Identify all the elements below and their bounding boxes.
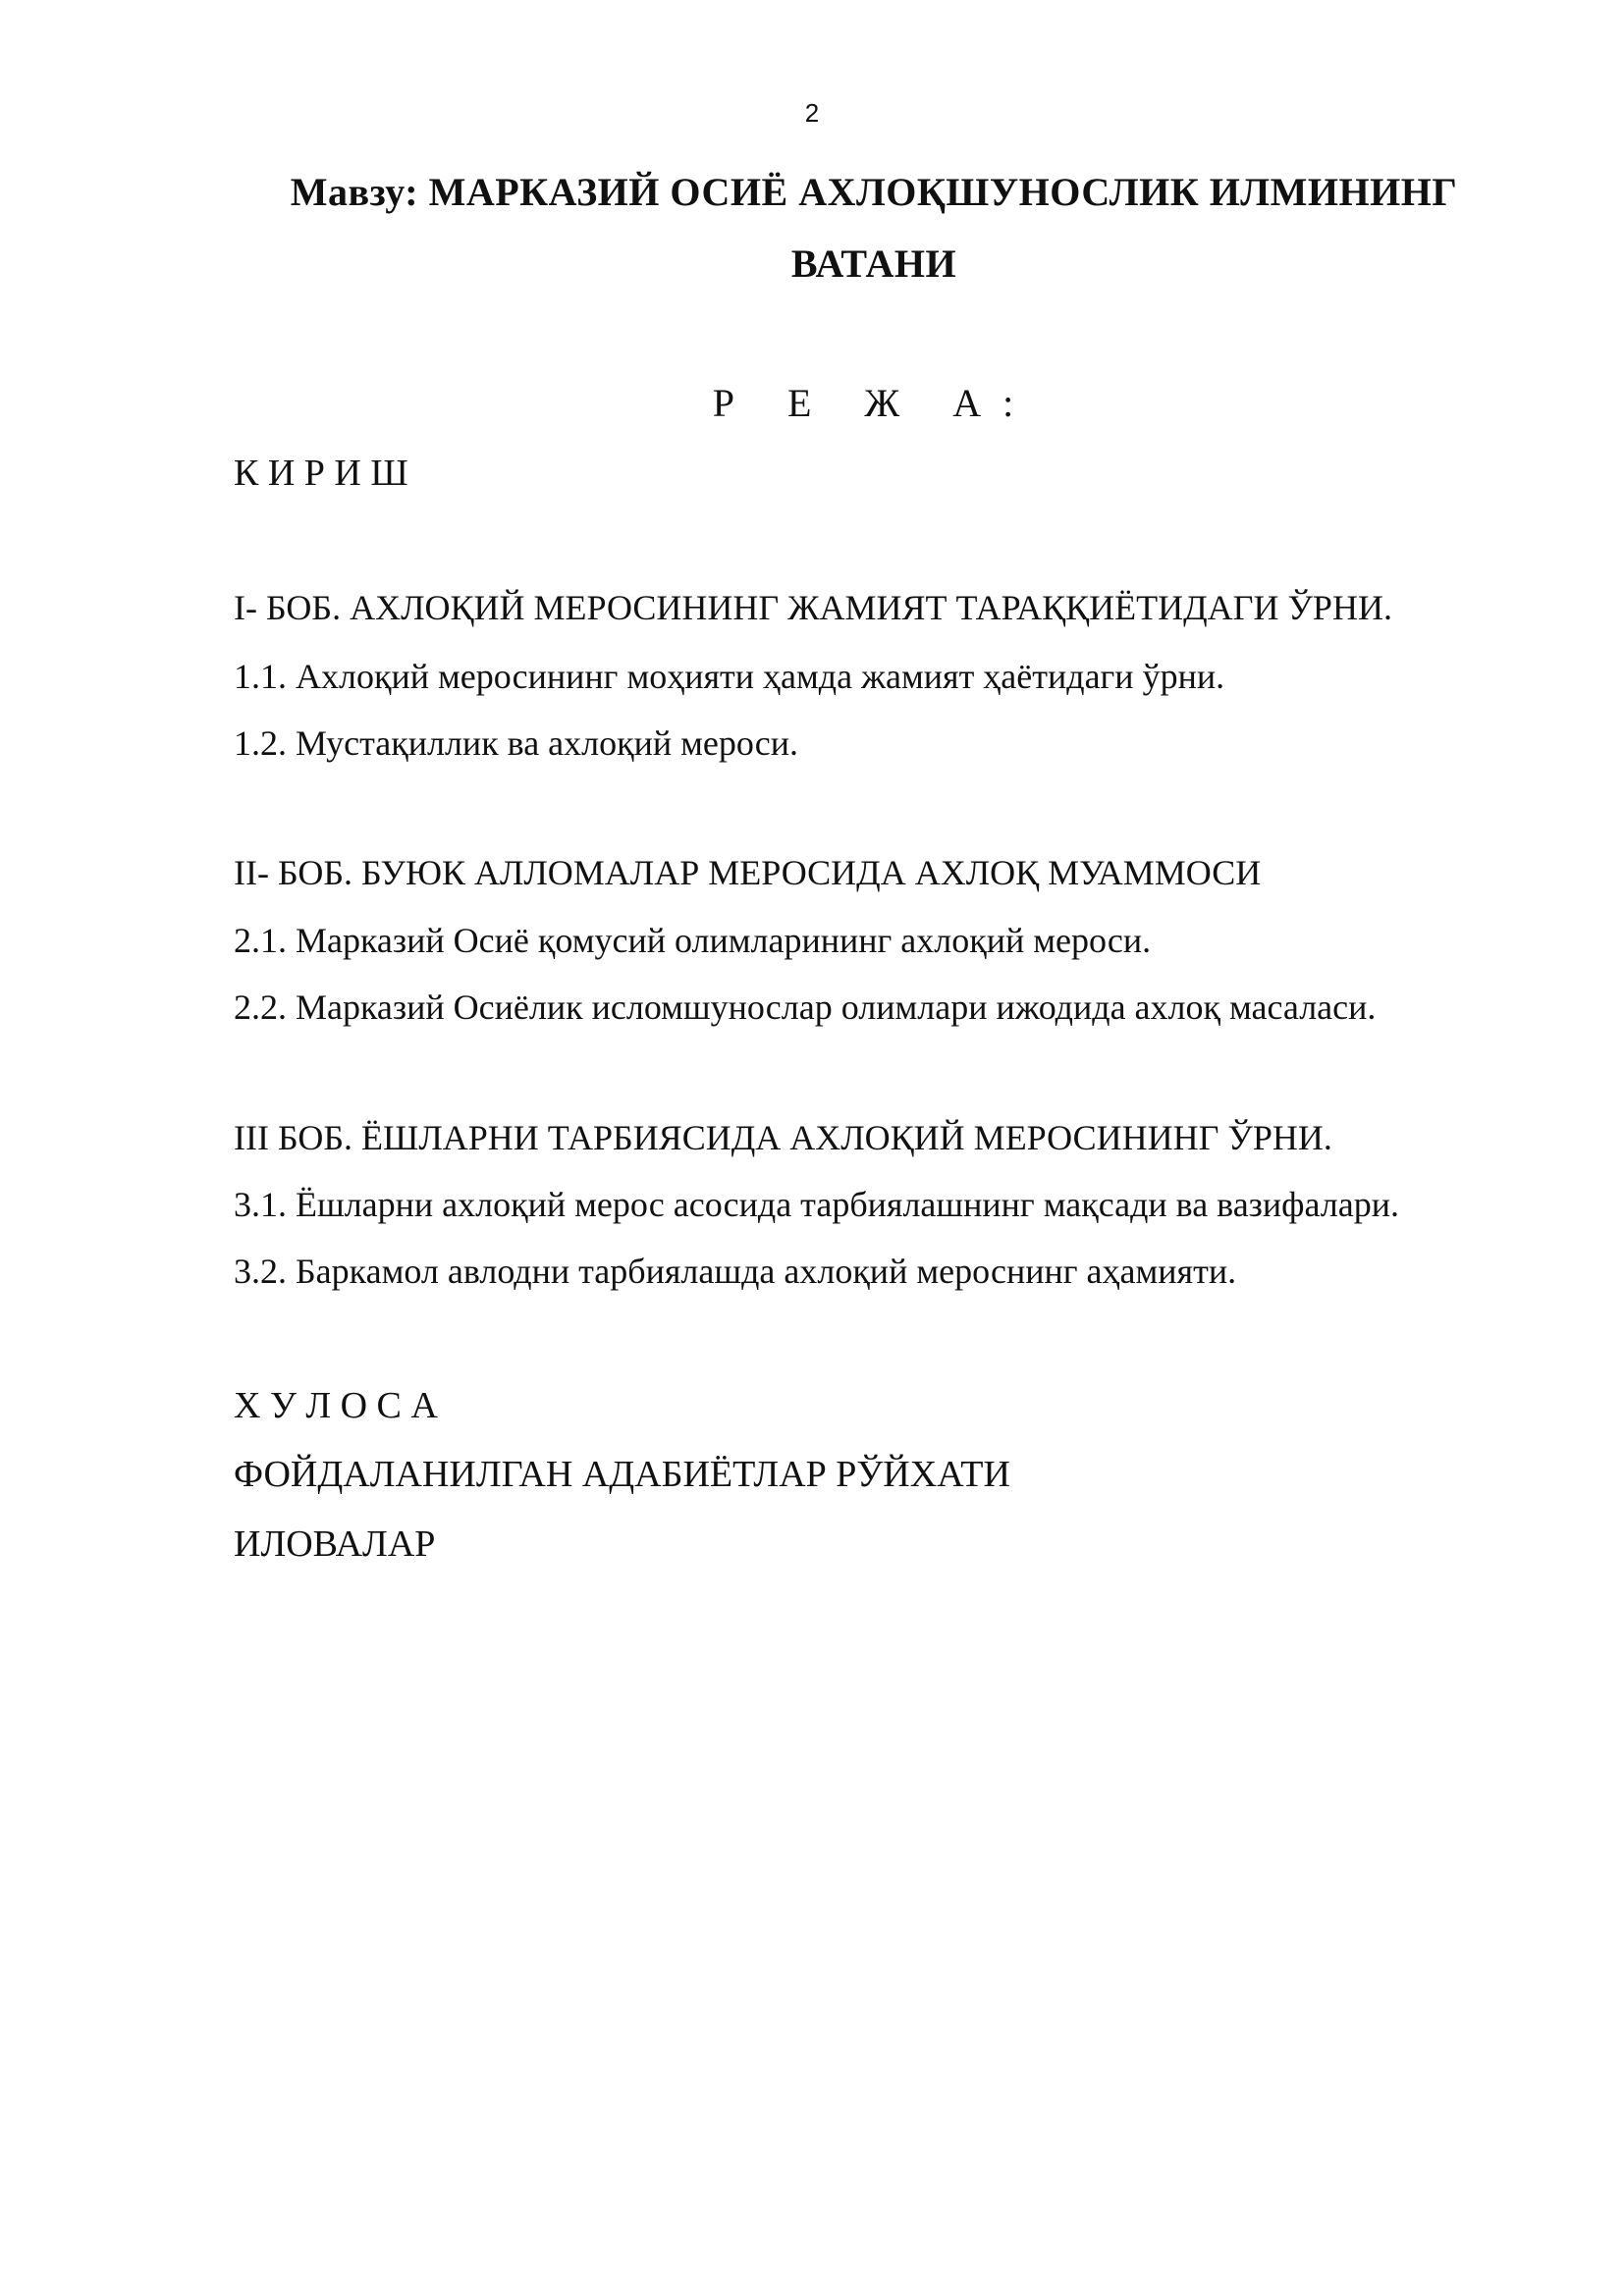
chapter-2-item-1: 2.1. Марказий Осиё қомусий олимларининг ахлоқий мероси. — [234, 921, 1152, 960]
chapter-1-item-1: 1.1. Ахлоқий меросининг моҳияти ҳамда жамият ҳаётидаги ўрни. — [234, 657, 1225, 696]
chapter-2-item-2: 2.2. Марказий Осиёлик исломшунослар олимлари ижодида ахлоқ масаласи. — [234, 988, 1377, 1027]
chapter-3-heading: III БОБ. ЁШЛАРНИ ТАРБИЯСИДА АХЛОҚИЙ МЕРОСИНИНГ ЎРНИ. — [234, 1118, 1332, 1157]
chapter-1-item-2: 1.2. Мустақиллик ва ахлоқий мероси. — [234, 723, 799, 763]
document-title-line-2: ВАТАНИ — [790, 241, 957, 286]
chapter-3-item-1: 3.1. Ёшларни ахлоқий мерос асосида тарбиялашнинг мақсади ва вазифалари. — [234, 1185, 1399, 1224]
chapter-2-heading: II- БОБ. БУЮК АЛЛОМАЛАР МЕРОСИДА АХЛОҚ МУАММОСИ — [234, 853, 1262, 892]
document-title-line-1: Мавзу: МАРКАЗИЙ ОСИЁ АХЛОҚШУНОСЛИК ИЛМИНИНГ — [290, 170, 1458, 214]
appendices-heading: ИЛОВАЛАР — [234, 1523, 436, 1565]
plan-heading: Р Е Ж А: — [712, 381, 1036, 425]
references-heading: ФОЙДАЛАНИЛГАН АДАБИЁТЛАР РЎЙХАТИ — [234, 1454, 1010, 1495]
page-number: 2 — [804, 98, 820, 128]
chapter-1-heading: I- БОБ. АХЛОҚИЙ МЕРОСИНИНГ ЖАМИЯТ ТАРАҚҚИЁТИДАГИ ЎРНИ. — [234, 588, 1392, 627]
chapter-3-item-2: 3.2. Баркамол авлодни тарбиялашда ахлоқий мероснинг аҳамияти. — [234, 1252, 1237, 1291]
conclusion-heading: Х У Л О С А — [234, 1385, 438, 1426]
introduction-heading: К И Р И Ш — [234, 453, 408, 494]
